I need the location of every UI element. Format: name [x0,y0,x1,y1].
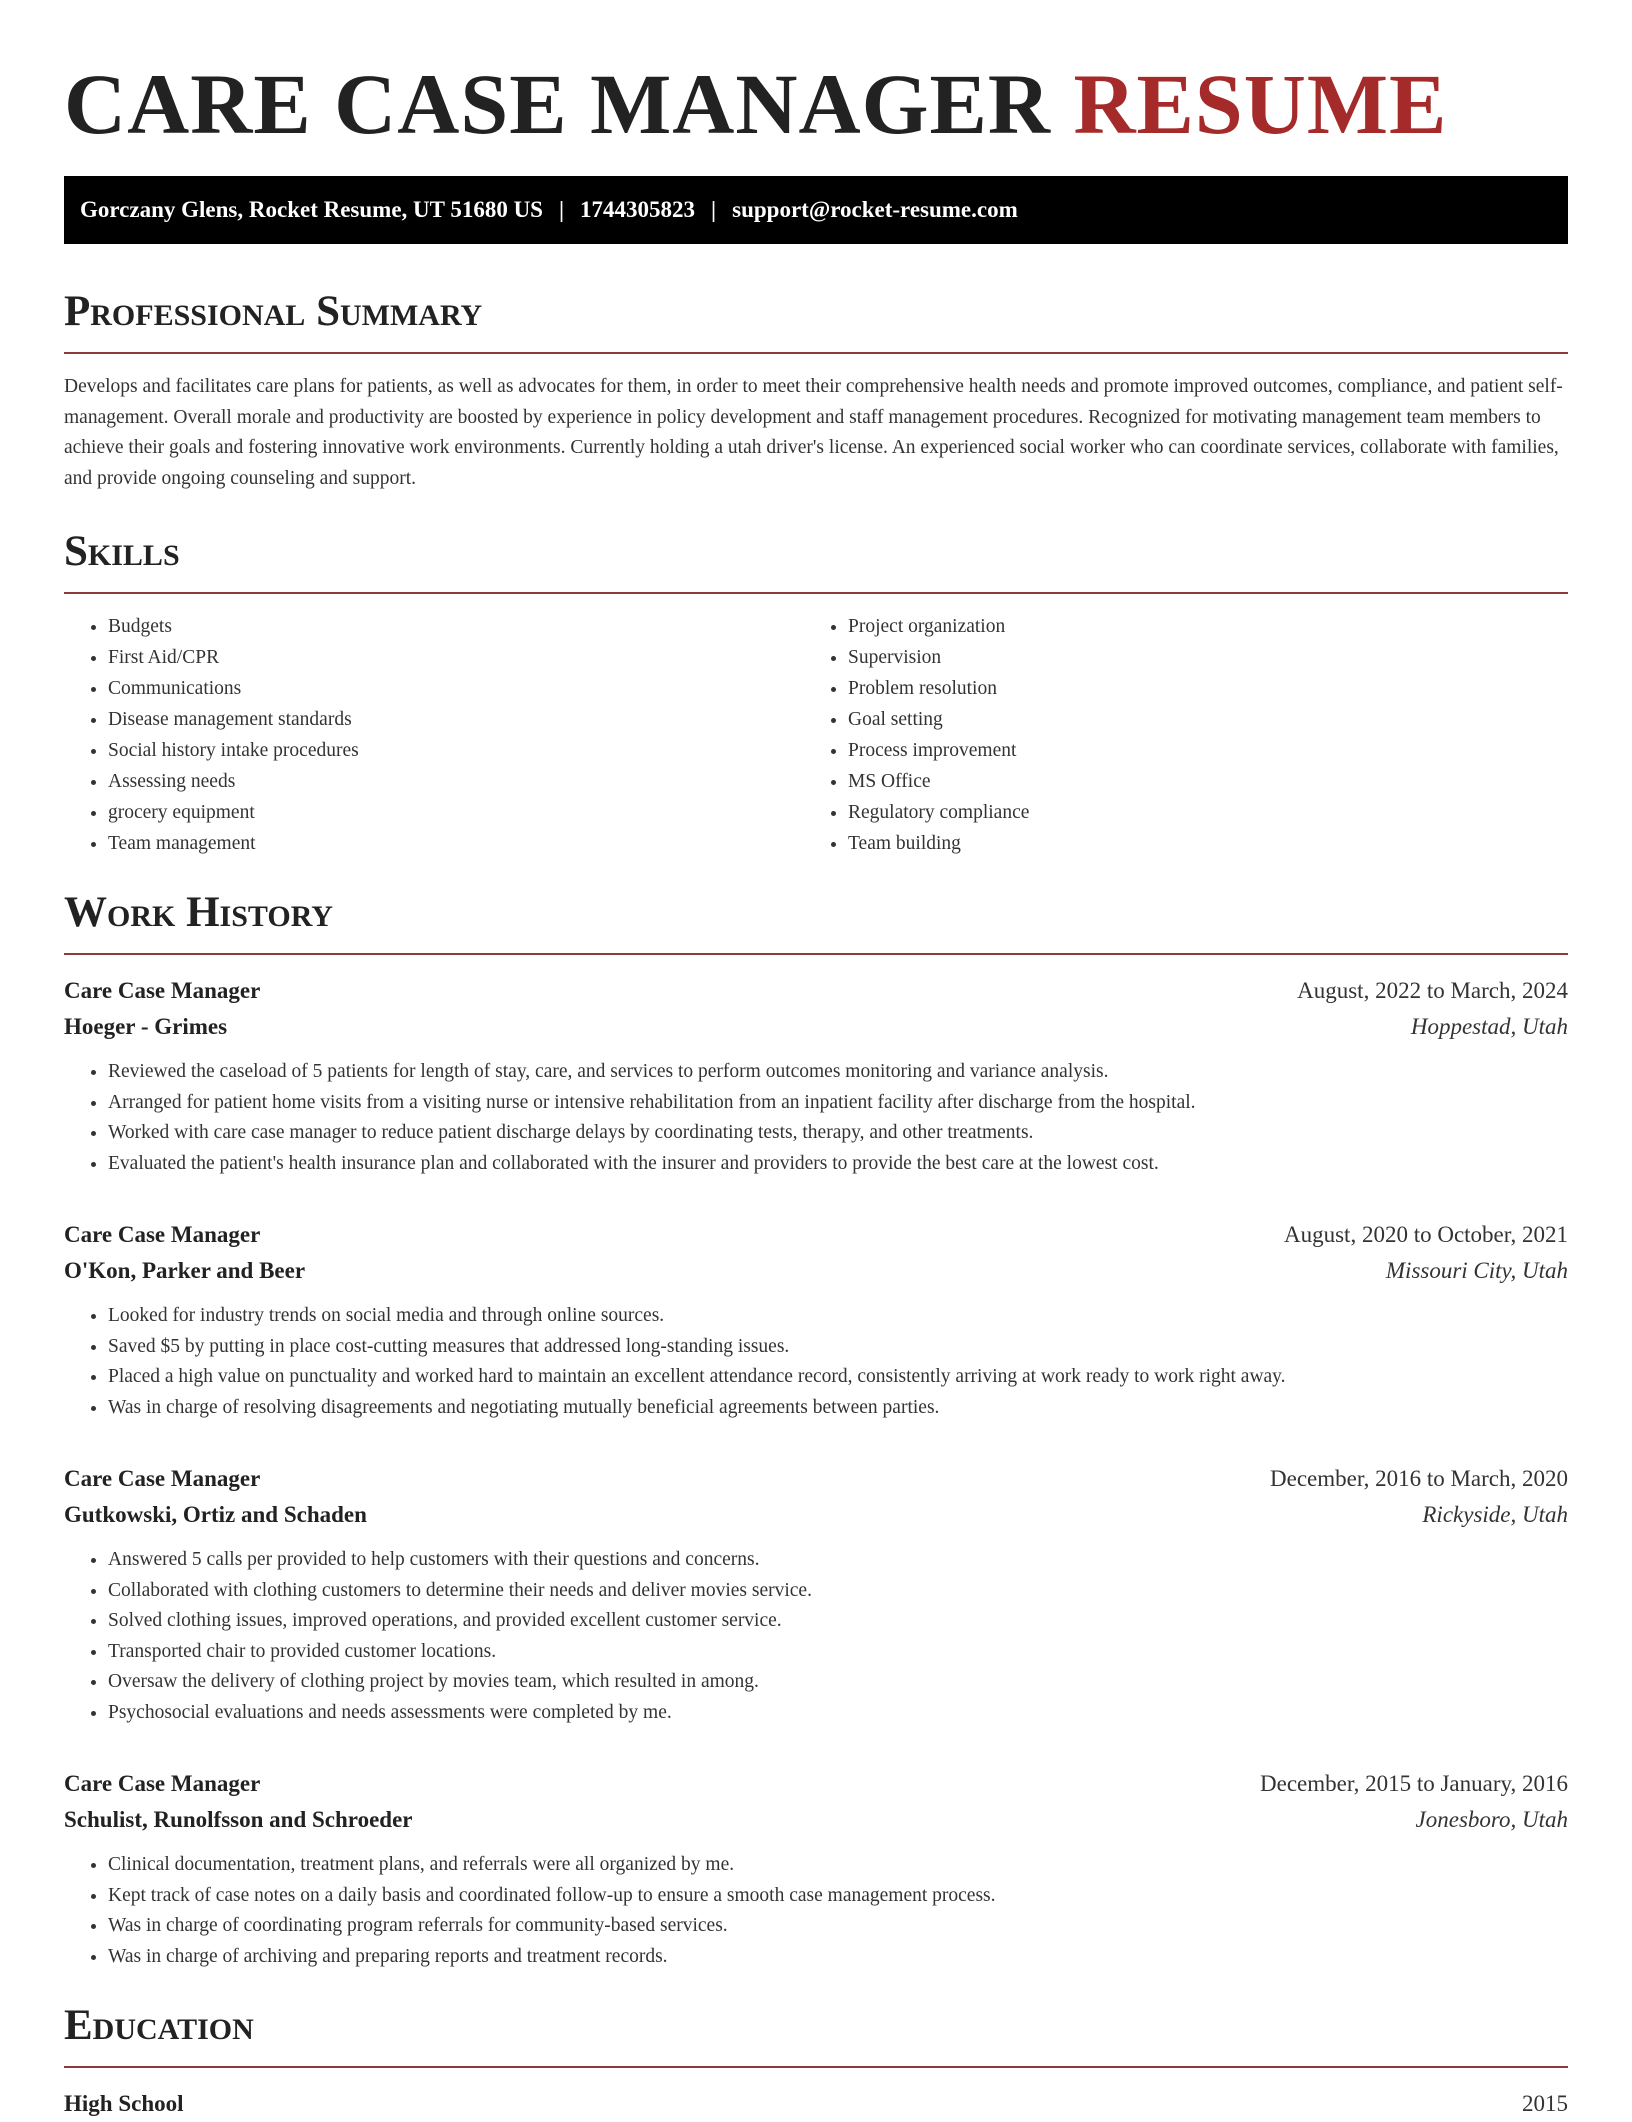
skill-item: • Process improvement [848,735,1544,766]
job-bullet: • Was in charge of archiving and preparing reports and treatment records. [108,1942,1568,1973]
summary-heading: Professional Summary [64,288,483,335]
skill-item: • Team management [108,828,804,859]
job-company: Gutkowski, Ortiz and Schaden [64,1502,367,1527]
job-entry [64,1461,1568,1728]
contact-separator: | [711,197,717,222]
job-bullet: • Evaluated the patient's health insurance plan and collaborated with the insurer and providers to provide the best care at the lowest cost. [108,1149,1568,1180]
job-bullets [64,1545,1568,1728]
job-dates: December, 2015 to January, 2016 [1260,1771,1568,1796]
job-dates: December, 2016 to March, 2020 [1270,1466,1568,1491]
skills-heading: Skills [64,528,180,575]
section-divider [64,2066,1568,2068]
job-dates: August, 2020 to October, 2021 [1284,1222,1568,1247]
job-bullets [64,1057,1568,1179]
skill-item: • Regulatory compliance [848,797,1544,828]
job-bullet: • Arranged for patient home visits from a visiting nurse or intensive rehabilitation from an inpatient facility after discharge from the hospital. [108,1088,1568,1119]
job-bullet: • Clinical documentation, treatment plans, and referrals were all organized by me. [108,1850,1568,1881]
education-section [64,2002,1568,2122]
contact-separator: | [558,197,565,222]
contact-email: support@rocket-resume.com [732,197,1018,222]
job-bullet: • Looked for industry trends on social media and through online sources. [108,1301,1568,1332]
job-bullet: • Was in charge of resolving disagreements and negotiating mutually beneficial agreements between parties. [108,1393,1568,1424]
section-divider [64,953,1568,955]
skill-item: • Social history intake procedures [108,735,804,766]
skill-item: • Team building [848,828,1544,859]
job-bullet: • Answered 5 calls per provided to help customers with their questions and concerns. [108,1545,1568,1576]
education-heading: Education [64,2002,254,2049]
job-bullet: • Reviewed the caseload of 5 patients for length of stay, care, and services to perform outcomes monitoring and variance analysis. [108,1057,1568,1088]
skill-item: • Project organization [848,611,1544,642]
education-entry [64,2086,1568,2122]
job-entry [64,1766,1568,1972]
title-main: CARE CASE MANAGER [64,56,1051,152]
skill-item: • Assessing needs [108,766,804,797]
job-bullet: • Collaborated with clothing customers to determine their needs and deliver movies service. [108,1576,1568,1607]
job-dates: August, 2022 to March, 2024 [1297,978,1568,1003]
job-bullets [64,1850,1568,1972]
summary-section [64,288,1568,494]
education-degree: High School [64,2091,184,2116]
job-bullet: • Saved $5 by putting in place cost-cutting measures that addressed long-standing issues. [108,1332,1568,1363]
skills-column-right [804,611,1544,859]
contact-address: Gorczany Glens, Rocket Resume, UT 51680 US [80,197,543,222]
job-location: Hoppestad, Utah [1410,1014,1568,1039]
job-company: Schulist, Runolfsson and Schroeder [64,1807,413,1832]
job-bullets [64,1301,1568,1423]
job-entry [64,973,1568,1179]
job-bullet: • Kept track of case notes on a daily basis and coordinated follow-up to ensure a smooth case management process. [108,1881,1568,1912]
skill-item: • Budgets [108,611,804,642]
skill-item: • Supervision [848,642,1544,673]
skills-column-left [64,611,804,859]
work-history-section [64,889,1568,1972]
skill-item: • First Aid/CPR [108,642,804,673]
section-divider [64,592,1568,594]
job-bullet: • Psychosocial evaluations and needs assessments were completed by me. [108,1698,1568,1729]
skills-list [64,611,1568,859]
job-title: Care Case Manager [64,1771,261,1796]
job-bullet: • Oversaw the delivery of clothing project by movies team, which resulted in among. [108,1667,1568,1698]
contact-phone: 1744305823 [580,197,696,222]
job-bullet: • Transported chair to provided customer locations. [108,1637,1568,1668]
job-location: Rickyside, Utah [1422,1502,1568,1527]
job-title: Care Case Manager [64,1466,261,1491]
job-location: Jonesboro, Utah [1415,1807,1568,1832]
job-location: Missouri City, Utah [1385,1258,1568,1283]
summary-text: Develops and facilitates care plans for patients, as well as advocates for them, in order to meet their comprehensive health needs and promote improved outcomes, compliance, and patient self-management. Overall morale and productivity are boosted by experience in policy development and staff management procedures. Recognized for motivating management team members to achieve their goals and fostering innovative work environments. Currently holding a utah driver's license. An experienced social worker who can coordinate services, collaborate with families, and provide ongoing counseling and support. [64,376,1563,489]
contact-bar [64,176,1568,244]
skill-item: • Communications [108,673,804,704]
job-title: Care Case Manager [64,978,261,1003]
job-title: Care Case Manager [64,1222,261,1247]
job-entry [64,1217,1568,1423]
education-year: 2015 [1522,2091,1568,2116]
skills-section [64,528,1568,859]
skill-item: • Disease management standards [108,704,804,735]
job-bullet: • Was in charge of coordinating program referrals for community-based services. [108,1911,1568,1942]
section-divider [64,352,1568,354]
job-bullet: • Solved clothing issues, improved operations, and provided excellent customer service. [108,1606,1568,1637]
skill-item: • Problem resolution [848,673,1544,704]
job-bullet: • Worked with care case manager to reduce patient discharge delays by coordinating tests, therapy, and other treatments. [108,1118,1568,1149]
work-history-heading: Work History [64,889,333,936]
skill-item: • Goal setting [848,704,1544,735]
skill-item: • MS Office [848,766,1544,797]
skill-item: • grocery equipment [108,797,804,828]
job-company: Hoeger - Grimes [64,1014,228,1039]
job-bullet: • Placed a high value on punctuality and worked hard to maintain an excellent attendance record, consistently arriving at work ready to work right away. [108,1362,1568,1393]
job-company: O'Kon, Parker and Beer [64,1258,306,1283]
title-accent: RESUME [1073,56,1448,152]
page-title [64,56,1568,152]
